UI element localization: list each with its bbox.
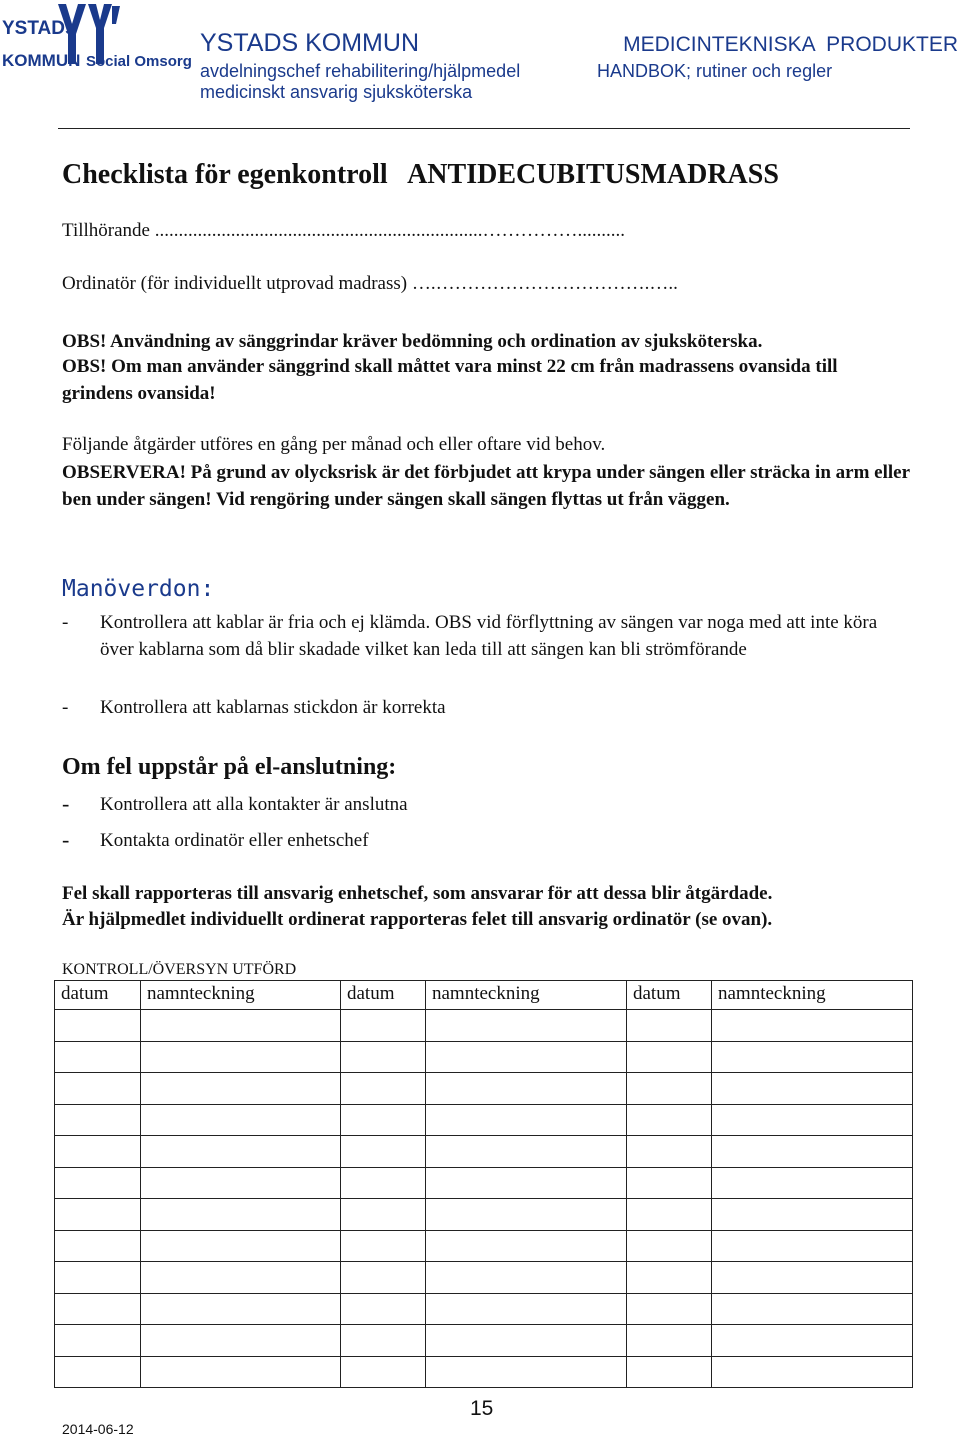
signature-cell[interactable] <box>426 1104 627 1136</box>
signature-cell[interactable] <box>141 1325 341 1357</box>
signature-cell[interactable] <box>712 1041 913 1073</box>
monthly-note: Följande åtgärder utföres en gång per månad och eller oftare vid behov. <box>62 434 606 455</box>
signature-cell[interactable] <box>426 1199 627 1231</box>
page-number: 15 <box>470 1397 494 1420</box>
ystad-kommun-logo <box>0 2 192 72</box>
table-row <box>55 1325 913 1357</box>
logo-text-top: YSTADs <box>2 18 76 39</box>
control-table <box>54 980 913 1388</box>
signature-cell[interactable] <box>712 1136 913 1168</box>
header-cell-signature: namnteckning <box>141 981 341 1010</box>
date-cell[interactable] <box>55 1136 141 1168</box>
electrical-heading: Om fel uppstår på el-anslutning: <box>62 754 397 780</box>
signature-cell[interactable] <box>712 1104 913 1136</box>
signature-cell[interactable] <box>426 1230 627 1262</box>
signature-cell[interactable] <box>426 1041 627 1073</box>
signature-cell[interactable] <box>141 1041 341 1073</box>
logo-tagline: Social Omsorg <box>86 53 192 70</box>
signature-cell[interactable] <box>426 1262 627 1294</box>
report-line-2: Är hjälpmedlet individuellt ordinerat rapporteras felet till ansvarig ordinatör (se ovan). <box>62 909 773 930</box>
bullet-dash: - <box>62 612 69 633</box>
signature-cell[interactable] <box>426 1167 627 1199</box>
table-row <box>55 1356 913 1388</box>
signature-cell[interactable] <box>141 1262 341 1294</box>
header-cell-date: datum <box>341 981 426 1010</box>
signature-cell[interactable] <box>712 1293 913 1325</box>
prescriber-field: Ordinatör (för individuellt utprovad madrass) ….…………………………….….. <box>62 273 678 294</box>
date-cell[interactable] <box>341 1104 426 1136</box>
date-cell[interactable] <box>55 1199 141 1231</box>
signature-cell[interactable] <box>712 1167 913 1199</box>
date-cell[interactable] <box>55 1010 141 1042</box>
signature-cell[interactable] <box>141 1167 341 1199</box>
table-row <box>55 1230 913 1262</box>
table-row <box>55 1167 913 1199</box>
date-cell[interactable] <box>627 1104 712 1136</box>
date-cell[interactable] <box>627 1293 712 1325</box>
handbook-title: MEDICINTEKNISKA PRODUKTER <box>623 33 958 56</box>
signature-cell[interactable] <box>426 1136 627 1168</box>
signature-cell[interactable] <box>141 1199 341 1231</box>
control-table-header-row <box>55 981 913 1010</box>
date-cell[interactable] <box>55 1262 141 1294</box>
table-row <box>55 1104 913 1136</box>
controls-heading: Manöverdon: <box>62 576 215 602</box>
date-cell[interactable] <box>627 1041 712 1073</box>
bullet-dash: - <box>62 791 70 816</box>
date-cell[interactable] <box>341 1073 426 1105</box>
org-name: YSTADS KOMMUN <box>200 29 419 57</box>
header-cell-signature: namnteckning <box>712 981 913 1010</box>
signature-cell[interactable] <box>141 1356 341 1388</box>
signature-cell[interactable] <box>141 1010 341 1042</box>
controls-item-1: Kontrollera att kablar är fria och ej klämda. OBS vid förflyttning av sängen var noga med att inte köra över kablarna som då blir skadade vilket kan leda till att sängen kan bli strömförande <box>100 612 878 660</box>
date-cell[interactable] <box>55 1293 141 1325</box>
date-cell[interactable] <box>341 1325 426 1357</box>
signature-cell[interactable] <box>712 1230 913 1262</box>
signature-cell[interactable] <box>426 1293 627 1325</box>
date-cell[interactable] <box>341 1136 426 1168</box>
date-cell[interactable] <box>341 1293 426 1325</box>
signature-cell[interactable] <box>141 1104 341 1136</box>
signature-cell[interactable] <box>712 1199 913 1231</box>
signature-cell[interactable] <box>141 1230 341 1262</box>
table-row <box>55 1199 913 1231</box>
org-line-1: avdelningschef rehabilitering/hjälpmedel <box>200 61 521 81</box>
header-cell-signature: namnteckning <box>426 981 627 1010</box>
header-cell-date: datum <box>55 981 141 1010</box>
table-row <box>55 1073 913 1105</box>
signature-cell[interactable] <box>426 1010 627 1042</box>
document-title: Checklista för egenkontroll ANTIDECUBITUSMADRASS <box>62 159 779 190</box>
electrical-item-1: Kontrollera att alla kontakter är anslutna <box>100 794 408 815</box>
date-cell[interactable] <box>627 1073 712 1105</box>
date-cell[interactable] <box>55 1104 141 1136</box>
bullet-dash: - <box>62 827 70 852</box>
report-line-1: Fel skall rapporteras till ansvarig enhetschef, som ansvarar för att dessa blir åtgärdade. <box>62 883 773 904</box>
date-cell[interactable] <box>55 1073 141 1105</box>
signature-cell[interactable] <box>712 1356 913 1388</box>
date-cell[interactable] <box>55 1325 141 1357</box>
date-cell[interactable] <box>55 1230 141 1262</box>
org-line-2: medicinskt ansvarig sjuksköterska <box>200 82 473 102</box>
signature-cell[interactable] <box>712 1262 913 1294</box>
date-cell[interactable] <box>55 1041 141 1073</box>
date-cell[interactable] <box>341 1167 426 1199</box>
signature-cell[interactable] <box>141 1293 341 1325</box>
date-cell[interactable] <box>341 1356 426 1388</box>
date-cell[interactable] <box>341 1041 426 1073</box>
date-cell[interactable] <box>627 1167 712 1199</box>
table-row <box>55 1262 913 1294</box>
signature-cell[interactable] <box>426 1073 627 1105</box>
warning-text: På grund av olycksrisk är det förbjudet att krypa under sängen eller sträcka in arm eller ben under sängen! Vid rengöring under sängen skall sängen flyttas ut från väggen. <box>62 462 910 510</box>
signature-cell[interactable] <box>141 1136 341 1168</box>
table-row <box>55 1041 913 1073</box>
date-cell[interactable] <box>55 1356 141 1388</box>
signature-cell[interactable] <box>141 1073 341 1105</box>
controls-item-2: Kontrollera att kablarnas stickdon är korrekta <box>100 697 446 718</box>
table-row <box>55 1136 913 1168</box>
warning-prefix: OBSERVERA! <box>62 462 191 483</box>
electrical-item-2: Kontakta ordinatör eller enhetschef <box>100 830 369 851</box>
header-cell-date: datum <box>627 981 712 1010</box>
signature-cell[interactable] <box>426 1356 627 1388</box>
date-cell[interactable] <box>627 1199 712 1231</box>
date-cell[interactable] <box>627 1230 712 1262</box>
header-divider <box>58 128 910 129</box>
bullet-dash: - <box>62 697 69 718</box>
warning-note <box>62 460 912 513</box>
date-cell[interactable] <box>341 1262 426 1294</box>
footer-date: 2014-06-12 <box>62 1421 134 1437</box>
table-row <box>55 1293 913 1325</box>
date-cell[interactable] <box>341 1199 426 1231</box>
signature-cell[interactable] <box>712 1073 913 1105</box>
logo-text-bottom: KOMMUN <box>2 51 81 70</box>
obs-note-1: OBS! Användning av sänggrindar kräver bedömning och ordination av sjuksköterska. <box>62 331 763 352</box>
date-cell[interactable] <box>627 1262 712 1294</box>
signature-cell[interactable] <box>426 1325 627 1357</box>
date-cell[interactable] <box>627 1136 712 1168</box>
date-cell[interactable] <box>627 1010 712 1042</box>
date-cell[interactable] <box>627 1325 712 1357</box>
date-cell[interactable] <box>341 1230 426 1262</box>
date-cell[interactable] <box>627 1356 712 1388</box>
date-cell[interactable] <box>341 1010 426 1042</box>
signature-cell[interactable] <box>712 1010 913 1042</box>
date-cell[interactable] <box>55 1167 141 1199</box>
owner-field: Tillhörande .....................................................................…………….......... <box>62 220 625 241</box>
handbook-subtitle: HANDBOK; rutiner och regler <box>597 61 833 81</box>
table-row <box>55 1010 913 1042</box>
obs-note-2: OBS! Om man använder sänggrind skall måttet vara minst 22 cm från madrassens ovansida till grindens ovansida! <box>62 356 838 404</box>
signature-cell[interactable] <box>712 1325 913 1357</box>
control-table-caption: KONTROLL/ÖVERSYN UTFÖRD <box>62 961 297 978</box>
